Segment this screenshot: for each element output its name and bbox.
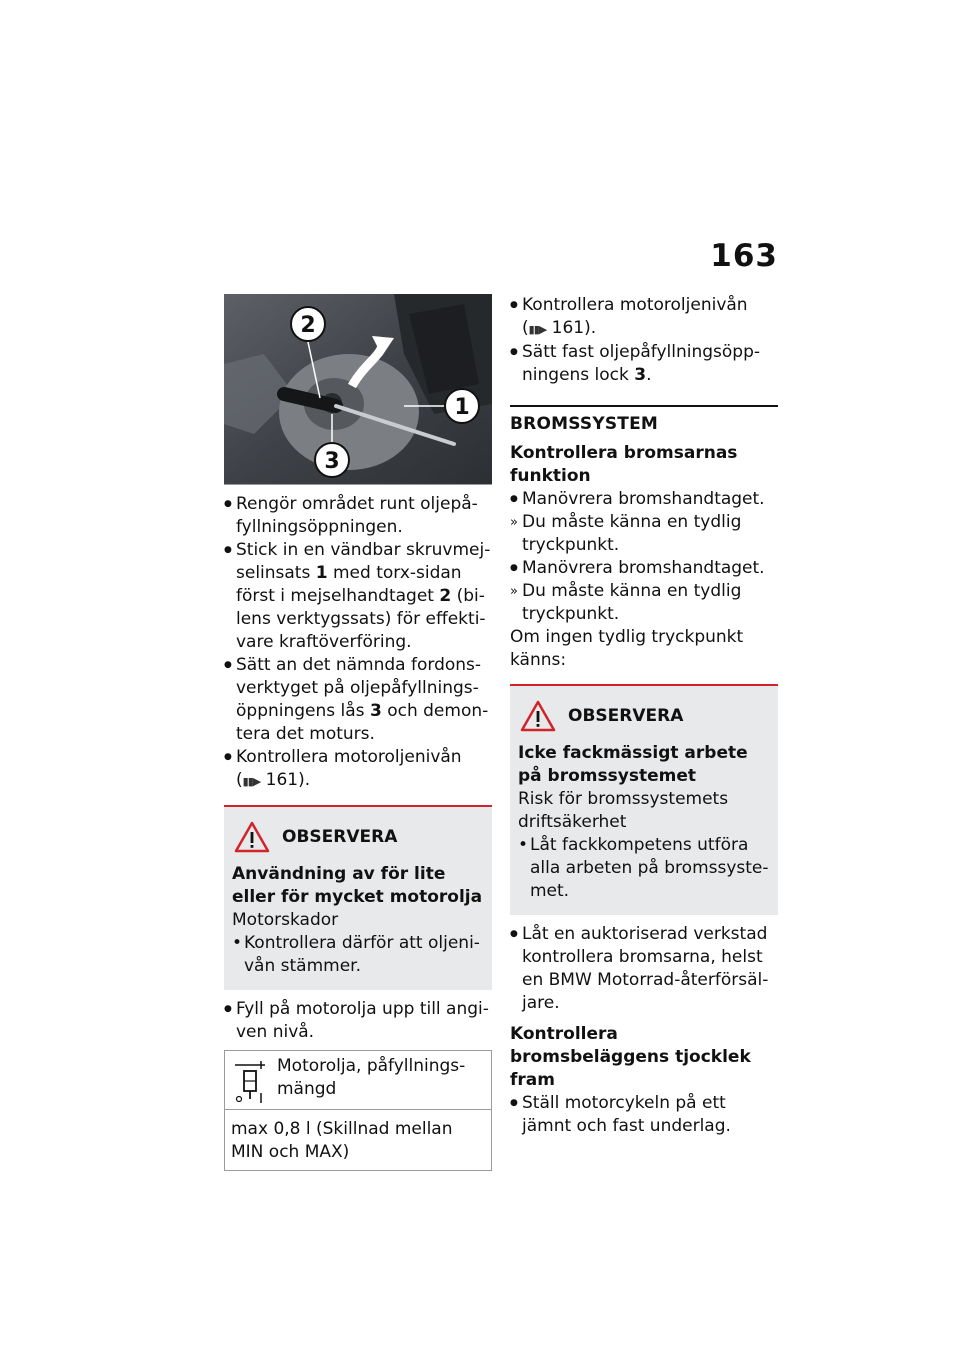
warning-hazard: Icke fackmässigt arbete på bromssystemet: [518, 743, 748, 786]
warning-consequence: Motorskador: [232, 910, 339, 930]
right-column: [510, 294, 778, 1138]
subheading-brake-pads: Kontrollera bromsbeläggens tjocklek fram: [510, 1024, 751, 1090]
step-fit-cap: ● Sätt fast oljepåfyllningsöpp- ningens lock 3.: [510, 341, 778, 387]
section-divider: [510, 405, 778, 407]
brake-step-1: ● Manövrera bromshandtaget.: [510, 488, 778, 511]
warning-box-brakes: [510, 684, 778, 915]
step-workshop: ● Låt en auktoriserad verkstad kontrollera bromsarna, helst en BMW Motorrad-återförsäl- jare.: [510, 923, 778, 1015]
svg-text:2: 2: [300, 313, 316, 338]
page-ref-arrow-icon: ▮▮▶: [528, 323, 547, 336]
spec-label: Motorolja, påfyllnings- mängd: [277, 1056, 466, 1099]
step-check-oil: ● Kontrollera motoroljenivån (▮▮▶ 161).: [224, 746, 492, 793]
warning-action: • Kontrollera därför att oljeni- vån stämmer.: [232, 932, 484, 978]
svg-text:1: 1: [454, 395, 470, 420]
page-number: 163: [710, 238, 778, 274]
callout-2: [291, 307, 325, 341]
warning-hazard: Användning av för lite eller för mycket motorolja: [232, 864, 483, 907]
page-ref-arrow-icon: ▮▮▶: [242, 775, 261, 788]
left-column: [224, 294, 492, 1171]
oil-level-icon: [231, 1059, 269, 1105]
oil-filler-photo: [224, 294, 492, 485]
section-title: BROMSSYSTEM: [510, 414, 659, 434]
warning-box-oil: [224, 805, 492, 990]
subheading-brake-function: Kontrollera bromsarnas funktion: [510, 443, 738, 486]
warning-triangle-icon: [520, 700, 556, 732]
step-fill-oil: ● Fyll på motorolja upp till angi- ven nivå.: [224, 998, 492, 1044]
condition-text: Om ingen tydlig tryckpunkt känns:: [510, 627, 744, 670]
step-check-oil-level: ● Kontrollera motoroljenivån (▮▮▶ 161).: [510, 294, 778, 341]
warning-action: • Låt fackkompetens utföra alla arbeten på bromssyste- met.: [518, 834, 770, 903]
warning-title: OBSERVERA: [282, 826, 398, 847]
step-insert-bit: ● Stick in en vändbar skruvmej- selinsats 1 med torx-sidan först i mejselhandtaget 2 (bi- lens verktygssats) för effekti- vare kraftöverföring.: [224, 539, 492, 654]
step-park-level: ● Ställ motorcykeln på ett jämnt och fast underlag.: [510, 1092, 778, 1138]
brake-result-1: » Du måste känna en tydlig tryckpunkt.: [510, 511, 778, 557]
brake-step-2: ● Manövrera bromshandtaget.: [510, 557, 778, 580]
brake-result-2: » Du måste känna en tydlig tryckpunkt.: [510, 580, 778, 626]
spec-value: max 0,8 l (Skillnad mellan MIN och MAX): [231, 1119, 453, 1162]
step-clean: ● Rengör området runt oljepå- fyllningsöppningen.: [224, 493, 492, 539]
callout-1: [445, 389, 479, 423]
warning-title: OBSERVERA: [568, 705, 684, 726]
oil-capacity-table: [224, 1050, 492, 1171]
warning-consequence: Risk för bromssystemets driftsäkerhet: [518, 789, 729, 832]
svg-text:3: 3: [324, 449, 340, 474]
callout-3: [315, 443, 349, 477]
oil-filler-illustration: [224, 294, 492, 484]
step-remove-lock: ● Sätt an det nämnda fordons- verktyget på oljepåfyllnings- öppningens lås 3 och demon- tera det moturs.: [224, 654, 492, 746]
warning-triangle-icon: [234, 821, 270, 853]
